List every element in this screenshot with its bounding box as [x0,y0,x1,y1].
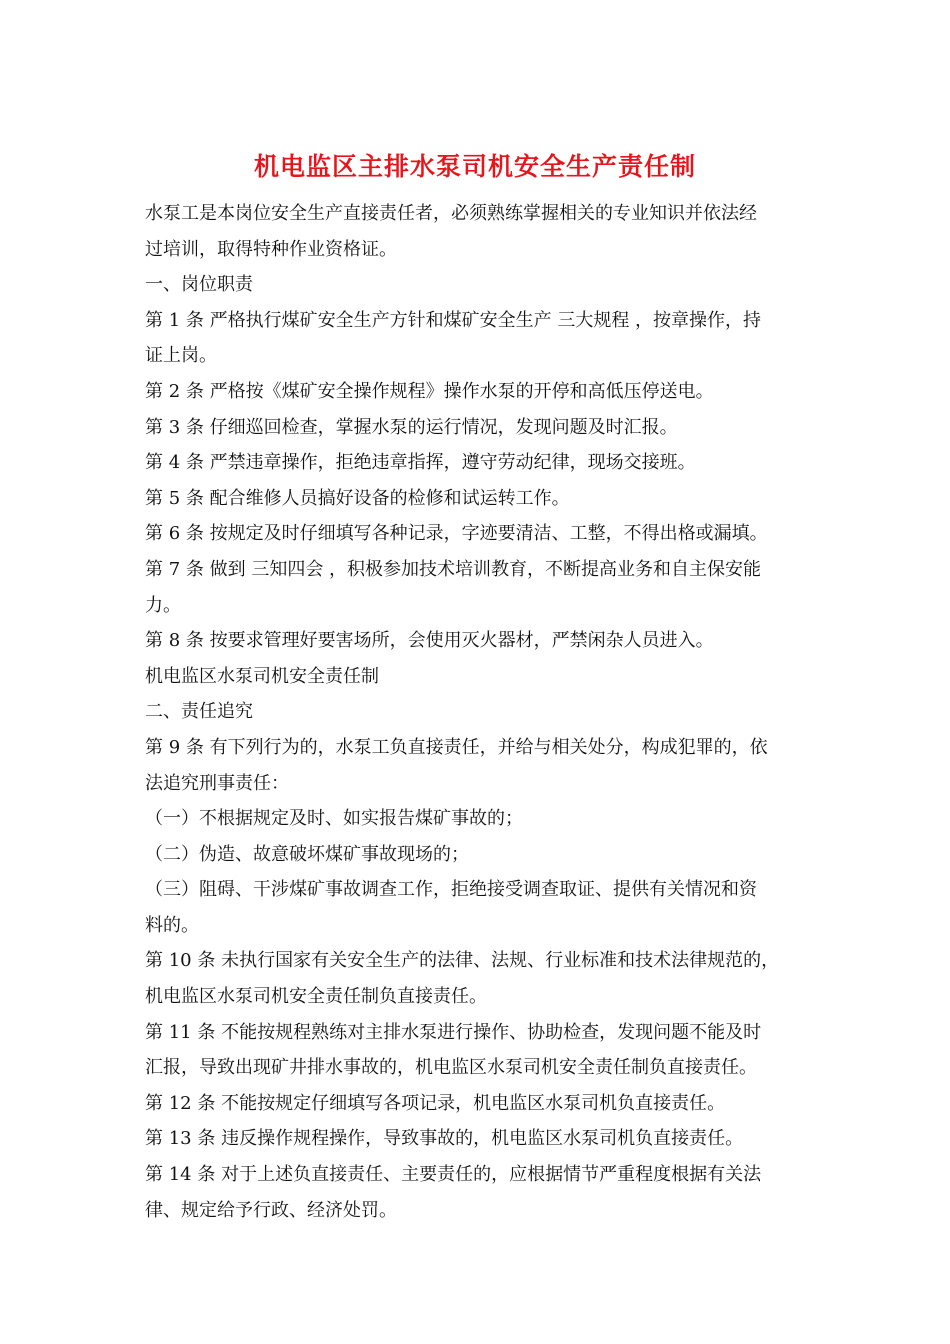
article-line: 第 9 条 有下列行为的，水泵工负直接责任，并给与相关处分，构成犯罪的，依 [145,736,768,758]
article-line: 第 5 条 配合维修人员搞好设备的检修和试运转工作。 [145,487,570,509]
paragraph-line: 水泵工是本岗位安全生产直接责任者，必须熟练掌握相关的专业知识并依法经 [145,203,757,224]
article-line: 汇报，导致出现矿井排水事故的，机电监区水泵司机安全责任制负直接责任。 [145,1057,757,1079]
list-item-line: （三）阻碍、干涉煤矿事故调查工作，拒绝接受调查取证、提供有关情况和资 [145,879,757,901]
article-line: 第 7 条 做到 三知四会 ，积极参加技术培训教育，不断提高业务和自主保安能 [145,558,762,580]
article-line: 第 3 条 仔细巡回检查，掌握水泵的运行情况，发现问题及时汇报。 [145,416,678,438]
article-line: 机电监区水泵司机安全责任制负直接责任。 [145,986,487,1008]
article-line: 第 8 条 按要求管理好要害场所，会使用灭火器材，严禁闲杂人员进入。 [145,630,714,652]
paragraph-line: 过培训，取得特种作业资格证。 [145,238,397,260]
section-heading: 二、责任追究 [145,701,253,723]
section-heading: 一、岗位职责 [145,274,253,296]
article-line: 第 11 条 不能按规程熟练对主排水泵进行操作、协助检查，发现问题不能及时 [145,1021,762,1043]
article-line: 第 4 条 严禁违章操作，拒绝违章指挥，遵守劳动纪律，现场交接班。 [145,452,696,474]
subtitle-line: 机电监区水泵司机安全责任制 [145,665,379,687]
article-line: 第 2 条 严格按《煤矿安全操作规程》操作水泵的开停和高低压停送电。 [145,380,714,402]
document-body [145,196,813,1228]
list-item-line: （二）伪造、故意破坏煤矿事故现场的； [145,843,469,865]
article-line: 第 14 条 对于上述负直接责任、主要责任的，应根据情节严重程度根据有关法 [145,1164,762,1186]
article-line: 第 12 条 不能按规定仔细填写各项记录，机电监区水泵司机负直接责任。 [145,1092,726,1114]
article-line: 律、规定给予行政、经济处罚。 [145,1199,397,1221]
article-line: 第 10 条 未执行国家有关安全生产的法律、法规、行业标准和技术法律规范的， [145,950,780,972]
article-line: 力。 [145,594,181,616]
article-line: 第 13 条 违反操作规程操作，导致事故的，机电监区水泵司机负直接责任。 [145,1128,744,1150]
list-item-line: （一）不根据规定及时、如实报告煤矿事故的； [145,808,523,830]
article-line: 证上岗。 [145,345,217,367]
article-line: 第 1 条 严格执行煤矿安全生产方针和煤矿安全生产 三大规程 ，按章操作，持 [145,309,762,331]
list-item-line: 料的。 [145,914,199,936]
article-line: 法追究刑事责任： [145,772,289,794]
document-title: 机电监区主排水泵司机安全生产责任制 [253,152,696,181]
article-line: 第 6 条 按规定及时仔细填写各种记录，字迹要清洁、工整，不得出格或漏填。 [145,523,768,545]
